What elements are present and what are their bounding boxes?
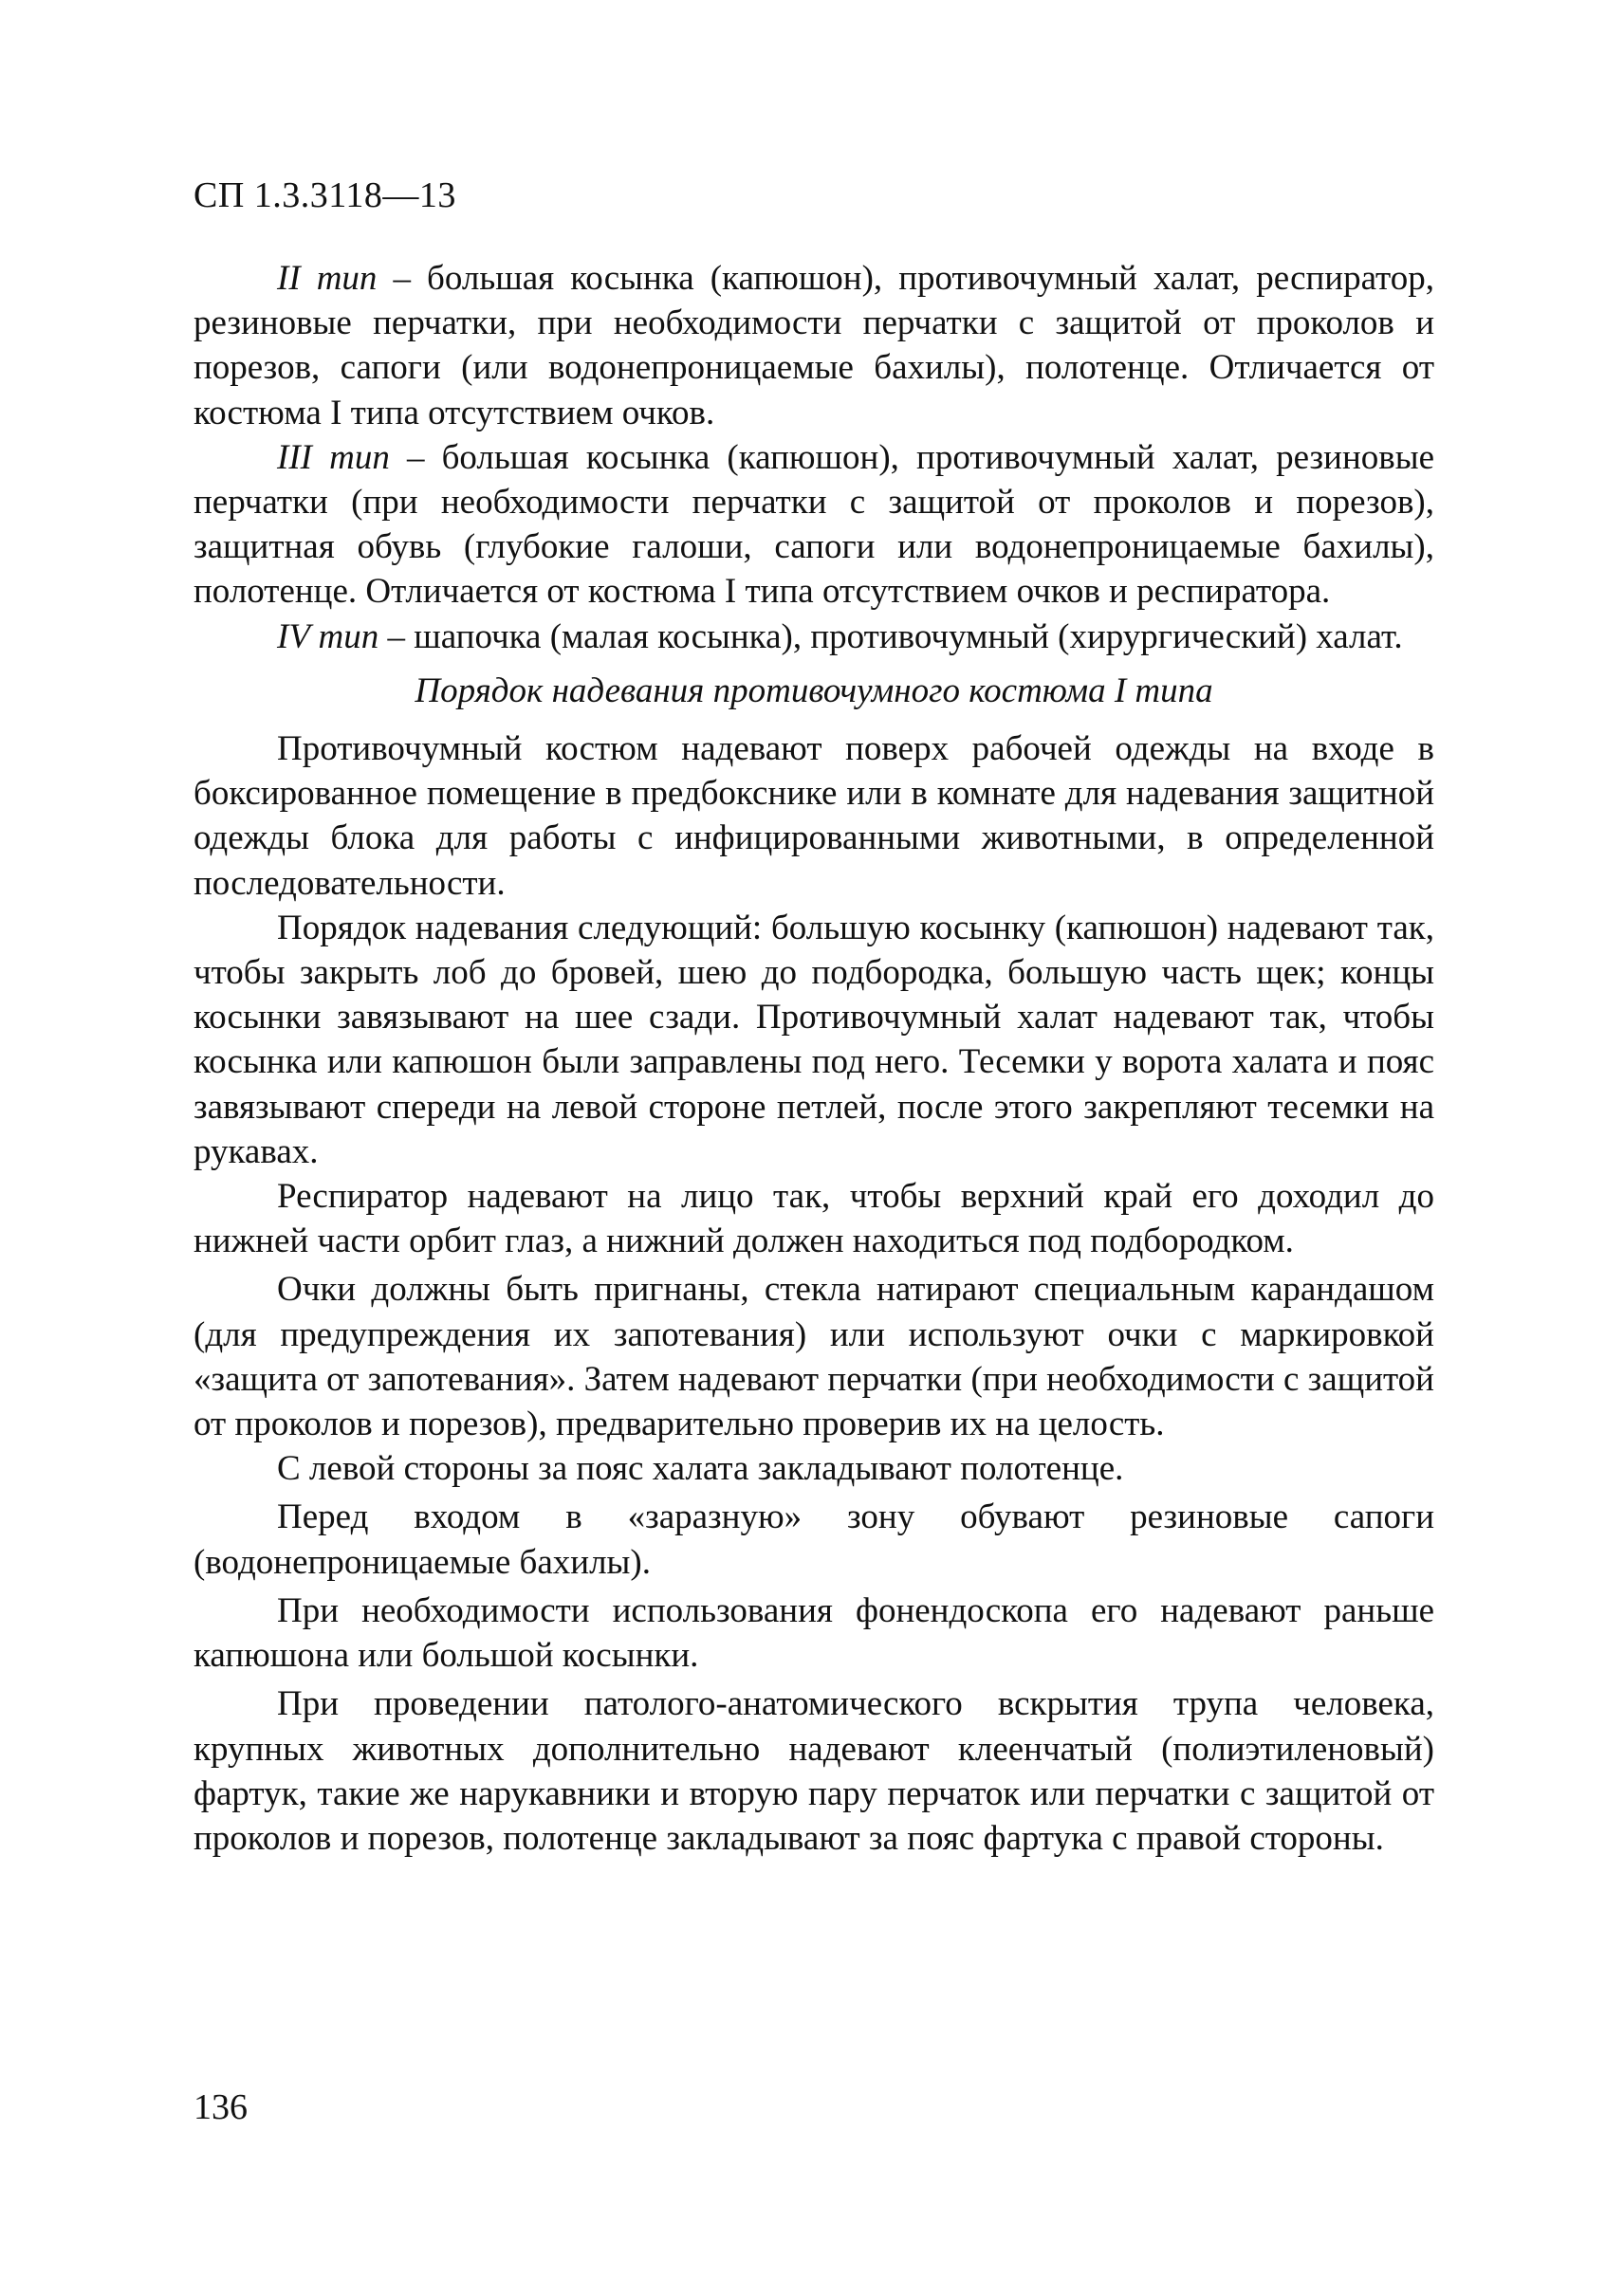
type-ii-paragraph <box>194 256 1434 435</box>
section-paragraph: Противочумный костюм надевают поверх рабочей одежды на входе в боксированное помещение в предбокснике или в комнате для надевания защитной одежды блока для работы с инфицированными животными, в определенной последовательности. <box>194 729 1434 903</box>
section-paragraph: Очки должны быть пригнаны, стекла натирают специальным карандашом (для предупреждения их запотевания) или используют очки с маркировкой «защита от запотевания». Затем надевают перчатки (при необходимости с защитой от проколов и порезов), предварительно проверив их на целость. <box>194 1270 1434 1444</box>
section-paragraph: При проведении патолого-анатомического вскрытия трупа человека, крупных животных дополнительно надевают клеенчатый (полиэтиленовый) фартук, такие же нарукавники и вторую пару перчаток или перчатки с защитой от проколов и порезов, полотенце закладывают за пояс фартука с правой стороны. <box>194 1684 1434 1858</box>
section-paragraph: Порядок надевания следующий: большую косынку (капюшон) надевают так, чтобы закрыть лоб до бровей, шею до подбородка, большую часть щек; концы косынки завязывают на шее сзади. Противочумный халат надевают так, чтобы косынка или капюшон были заправлены под него. Тесемки у ворота халата и пояс завязывают спереди на левой стороне петлей, после этого закрепляют тесемки на рукавах. <box>194 908 1434 1171</box>
type-iv-paragraph <box>194 615 1434 659</box>
section-paragraph: Респиратор надевают на лицо так, чтобы верхний край его доходил до нижней части орбит глаз, а нижний должен находиться под подбородком. <box>194 1177 1434 1261</box>
type-iii-text: – большая косынка (капюшон), противочумный халат, резиновые перчатки (при необходимости перчатки с защитой от проколов и порезов), защитная обувь (глубокие галоши, сапоги или водонепроницаемые бахилы), полотенце. Отличается от костюма I типа отсутствием очков и респиратора. <box>194 437 1435 612</box>
section-paragraph: С левой стороны за пояс халата закладывают полотенце. <box>277 1449 1124 1489</box>
document-code-header: СП 1.3.3118—13 <box>194 175 456 215</box>
page-number: 136 <box>194 2087 248 2127</box>
type-ii-text: – большая косынка (капюшон), противочумный халат, респиратор, резиновые перчатки, при необходимости перчатки с защитой от проколов и порезов, сапоги (или водонепроницаемые бахилы), полотенце. Отличается от костюма I типа отсутствием очков. <box>194 259 1434 432</box>
section-paragraph: Перед входом в «заразную» зону обувают резиновые сапоги (водонепроницаемые бахилы). <box>194 1497 1434 1582</box>
type-iii-label: III тип <box>277 437 390 477</box>
type-iv-text: – шапочка (малая косынка), противочумный (хирургический) халат. <box>378 616 1403 656</box>
section-paragraph: При необходимости использования фонендоскопа его надевают раньше капюшона или большой косынки. <box>194 1590 1434 1676</box>
type-iv-label: IV тип <box>277 616 379 656</box>
type-iii-paragraph <box>194 435 1434 615</box>
type-ii-label: II тип <box>277 259 378 298</box>
document-body <box>194 256 1434 1861</box>
section-heading: Порядок надевания противочумного костюма I типа <box>415 670 1213 710</box>
